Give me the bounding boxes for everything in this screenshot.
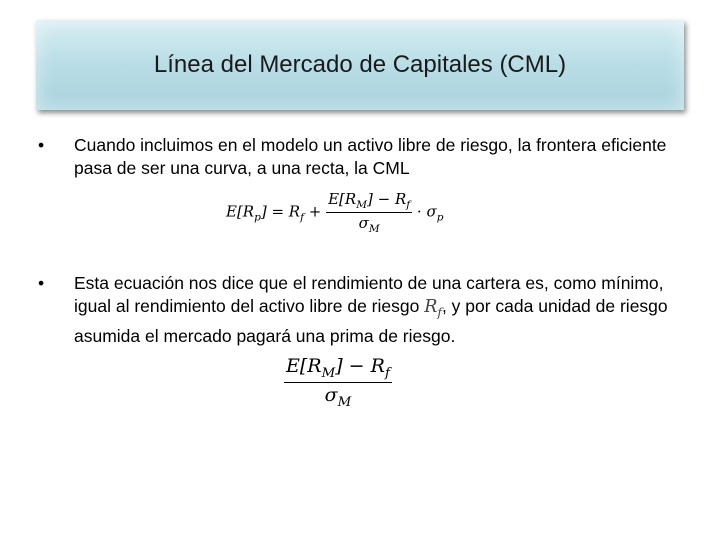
slide-title: Línea del Mercado de Capitales (CML) [153, 51, 567, 78]
eq1-lhs-end: ] = R [260, 202, 301, 221]
inline-rf-var: R [424, 297, 438, 317]
inline-rf-sub: f [437, 305, 442, 320]
eq2-num-end: ] − R [335, 355, 385, 377]
eq1-denominator [326, 213, 412, 235]
eq1-num-end: ] − R [366, 190, 407, 208]
bullet-marker-1: • [38, 135, 45, 155]
cml-equation [226, 190, 443, 235]
eq2-numerator [284, 355, 392, 383]
risk-premium-equation [284, 355, 392, 410]
title-box [36, 20, 684, 110]
eq1-num: E[R [328, 190, 357, 208]
eq1-numerator [326, 190, 412, 213]
bullet-2-text-before: Esta ecuación nos dice que el rendimiento de una cartera es, como mínimo, igual al rendimiento del activo libre de riesgo [74, 273, 664, 316]
eq1-times-sub: p [436, 211, 444, 224]
bullet-text-1: Cuando incluimos en el modelo un activo libre de riesgo, la frontera eficiente pasa de ser una curva, a una recta, la CML [74, 135, 667, 178]
bullet-text-2 [74, 272, 678, 348]
eq2-den: σ [324, 383, 338, 406]
eq1-fraction [326, 190, 412, 235]
eq2-num-sub: M [321, 365, 336, 381]
eq1-lhs-sub: p [254, 211, 261, 224]
eq2-denominator [284, 383, 392, 410]
eq1-num-sub: M [356, 199, 367, 211]
bullet-marker-2: • [38, 273, 45, 293]
eq1-rf-sub: f [300, 211, 304, 224]
eq2-fraction [284, 355, 392, 410]
eq1-times: · σ [412, 202, 437, 221]
inline-rf [424, 297, 442, 320]
bullet-2-text-after: , y por cada unidad de riesgo asumida el mercado pagará una prima de riesgo. [74, 296, 668, 346]
eq1-num-rf-sub: f [406, 199, 411, 211]
eq1-lhs: E[R [226, 202, 255, 221]
eq1-plus: + [304, 202, 327, 221]
eq1-den-sub: M [368, 223, 380, 235]
eq2-num: E[R [286, 355, 322, 377]
eq2-num-rf-sub: f [384, 365, 390, 381]
eq1-den: σ [358, 214, 369, 232]
eq2-den-sub: M [337, 394, 352, 410]
